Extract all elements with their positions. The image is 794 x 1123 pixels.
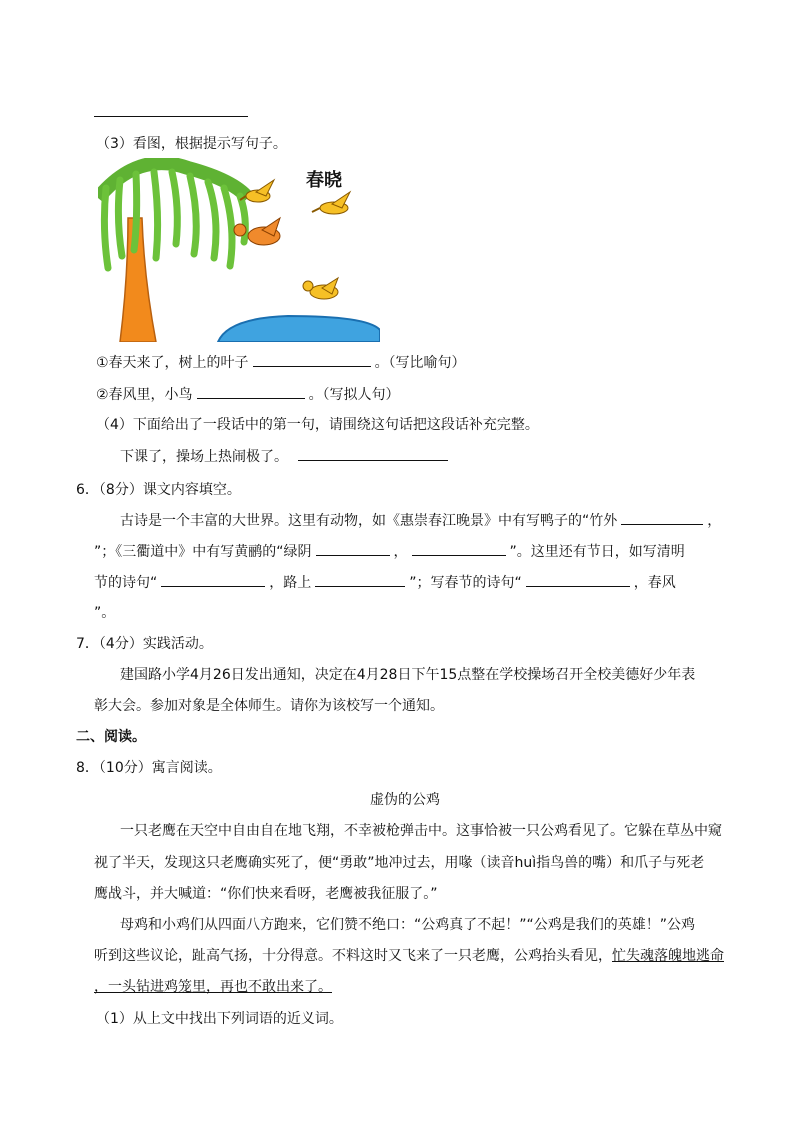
story-p2-line-2 <box>94 945 724 965</box>
bird-4 <box>303 278 338 299</box>
answer-line <box>94 116 248 117</box>
story-title: 虚伪的公鸡 <box>370 792 440 808</box>
story-text: 听到这些议论，趾高气扬，十分得意。不料这时又飞来了一只老鹰，公鸡抬头看见， <box>94 948 612 964</box>
answer-blank[interactable] <box>253 352 371 367</box>
spring-illustration <box>98 158 380 342</box>
q6-text: 古诗是一个丰富的大世界。这里有动物，如《惠崇春江晚景》中有写鸭子的“竹外 <box>120 513 618 529</box>
q6-text: 节的诗句“ <box>94 575 158 591</box>
image-title: 春晓 <box>306 170 342 191</box>
question-6-title: 6．（8分）课文内容填空。 <box>76 482 241 498</box>
q6-line-3 <box>94 572 676 592</box>
willow-branches <box>104 172 245 268</box>
q6-line-2 <box>94 541 685 561</box>
q6-text: ， <box>393 544 408 560</box>
q4-start <box>120 446 452 466</box>
underlined-sentence: 忙失魂落魄地逃命 <box>612 948 724 964</box>
story-p1-line-3: 鹰战斗，并大喊道：“你们快来看呀，老鹰被我征服了。” <box>94 886 438 902</box>
question-3-label: （3）看图，根据提示写句子。 <box>96 136 287 152</box>
answer-blank[interactable] <box>412 541 506 556</box>
story-p2-line-1: 母鸡和小鸡们从四面八方跑来，它们赞不绝口：“公鸡真了不起！”“公鸡是我们的英雄！”公鸡 <box>120 917 696 933</box>
q6-text: ，路上 <box>269 575 312 591</box>
q3-item-2-suffix: 。（写拟人句） <box>308 387 400 403</box>
question-8-title: 8．（10分）寓言阅读。 <box>76 760 222 776</box>
question-7-title: 7．（4分）实践活动。 <box>76 636 213 652</box>
q6-line-4: ”。 <box>94 605 116 621</box>
q4-start-text: 下课了，操场上热闹极了。 <box>120 449 288 465</box>
q6-text: ”；写春节的诗句“ <box>409 575 522 591</box>
q6-text: ”；《三衢道中》中有写黄鹂的“绿阴 <box>94 544 312 560</box>
q3-item-1-suffix: 。（写比喻句） <box>374 355 466 371</box>
q6-text: ，春风 <box>633 575 676 591</box>
story-p1-line-1: 一只老鹰在天空中自由自在地飞翔，不幸被枪弹击中。这事恰被一只公鸡看见了。它躲在草丛中窥 <box>120 823 722 839</box>
answer-blank[interactable] <box>526 572 630 587</box>
answer-blank[interactable] <box>298 446 448 461</box>
q3-item-1 <box>96 352 466 372</box>
answer-blank[interactable] <box>315 572 405 587</box>
pond <box>218 316 380 342</box>
question-4-label: （4）下面给出了一段话中的第一句，请围绕这句话把这段话补充完整。 <box>96 417 539 433</box>
q3-item-1-prefix: ①春天来了，树上的叶子 <box>96 355 249 371</box>
answer-blank[interactable] <box>316 541 390 556</box>
q6-text: ”。这里还有节日，如写清明 <box>509 544 685 560</box>
answer-blank[interactable] <box>161 572 265 587</box>
q8-subquestion-1: （1）从上文中找出下列词语的近义词。 <box>96 1011 343 1027</box>
q6-text: ， <box>707 513 722 529</box>
q3-item-2-prefix: ②春风里，小鸟 <box>96 387 193 403</box>
bird-2 <box>312 192 350 214</box>
story-p1-line-2: 视了半天，发现这只老鹰确实死了，便“勇敢”地冲过去，用喙（读音huì指鸟兽的嘴）和爪子与死老 <box>94 855 705 871</box>
story-p2-line-3: ，一头钻进鸡笼里，再也不敢出来了。 <box>94 979 332 995</box>
q7-line-1: 建国路小学4月26日发出通知，决定在4月28日下午15点整在学校操场召开全校美德好少年表 <box>120 667 696 683</box>
answer-blank[interactable] <box>621 510 703 525</box>
q7-line-2: 彰大会。参加对象是全体师生。请你为该校写一个通知。 <box>94 698 444 714</box>
section-2-heading: 二、阅读。 <box>76 729 146 745</box>
q6-line-1 <box>120 510 721 530</box>
q3-item-2 <box>96 384 400 404</box>
answer-blank[interactable] <box>197 384 305 399</box>
